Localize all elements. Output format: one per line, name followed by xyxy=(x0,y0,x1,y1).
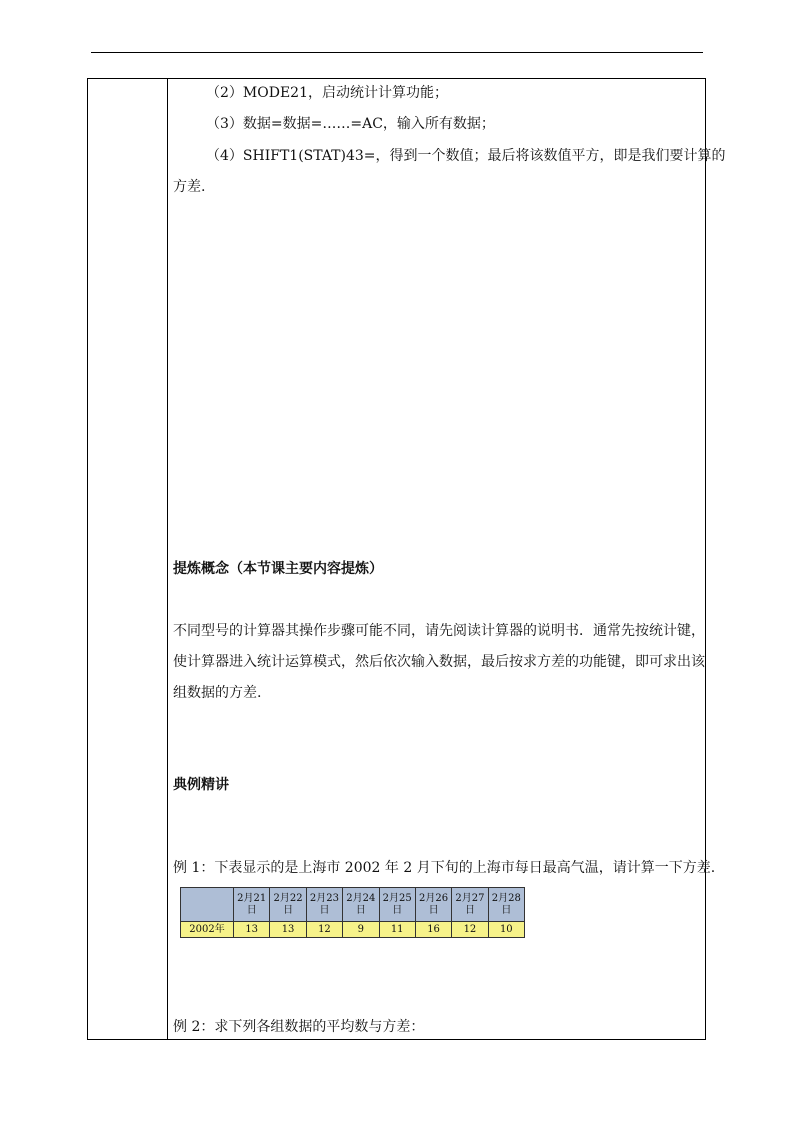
temperature-cell: 9 xyxy=(343,922,379,938)
temperature-cell: 16 xyxy=(415,922,451,938)
concept-heading: 提炼概念（本节课主要内容提炼） xyxy=(173,561,383,577)
concept-line-3: 组数据的方差. xyxy=(173,685,262,701)
row-label: 2002年 xyxy=(181,922,234,938)
concept-line-2: 使计算器进入统计运算模式，然后依次输入数据，最后按求方差的功能键，即可求出该 xyxy=(173,654,705,670)
date-header: 2月21 日 xyxy=(234,888,270,922)
date-header: 2月23 日 xyxy=(306,888,342,922)
date-header: 2月27 日 xyxy=(452,888,488,922)
step-3-text: （3）数据=数据=……=AC，输入所有数据； xyxy=(206,116,495,132)
temperature-cell: 12 xyxy=(452,922,488,938)
step-4-continuation: 方差. xyxy=(173,179,206,195)
temperature-cell: 13 xyxy=(270,922,306,938)
temperature-cell: 11 xyxy=(379,922,415,938)
concept-line-1: 不同型号的计算器其操作步骤可能不同，请先阅读计算器的说明书．通常先按统计键， xyxy=(173,623,705,639)
temperature-cell: 13 xyxy=(234,922,270,938)
temperature-cell: 10 xyxy=(488,922,524,938)
step-2-text: （2）MODE21，启动统计计算功能； xyxy=(206,85,448,101)
header-rule xyxy=(91,52,703,53)
date-header: 2月28 日 xyxy=(488,888,524,922)
table-header-row xyxy=(181,888,525,922)
table-row xyxy=(181,922,525,938)
column-divider xyxy=(167,79,168,1039)
date-header: 2月26 日 xyxy=(415,888,451,922)
date-header: 2月24 日 xyxy=(343,888,379,922)
examples-heading: 典例精讲 xyxy=(173,777,229,793)
temperature-table xyxy=(180,887,525,938)
example-2-text: 例 2：求下列各组数据的平均数与方差： xyxy=(173,1019,425,1035)
example-1-text: 例 1：下表显示的是上海市 2002 年 2 月下旬的上海市每日最高气温，请计算一下方差. xyxy=(173,860,716,876)
step-4-text: （4）SHIFT1(STAT)43=，得到一个数值；最后将该数值平方，即是我们要计算的 xyxy=(206,148,726,164)
date-header: 2月22 日 xyxy=(270,888,306,922)
temperature-cell: 12 xyxy=(306,922,342,938)
corner-cell xyxy=(181,888,234,922)
date-header: 2月25 日 xyxy=(379,888,415,922)
